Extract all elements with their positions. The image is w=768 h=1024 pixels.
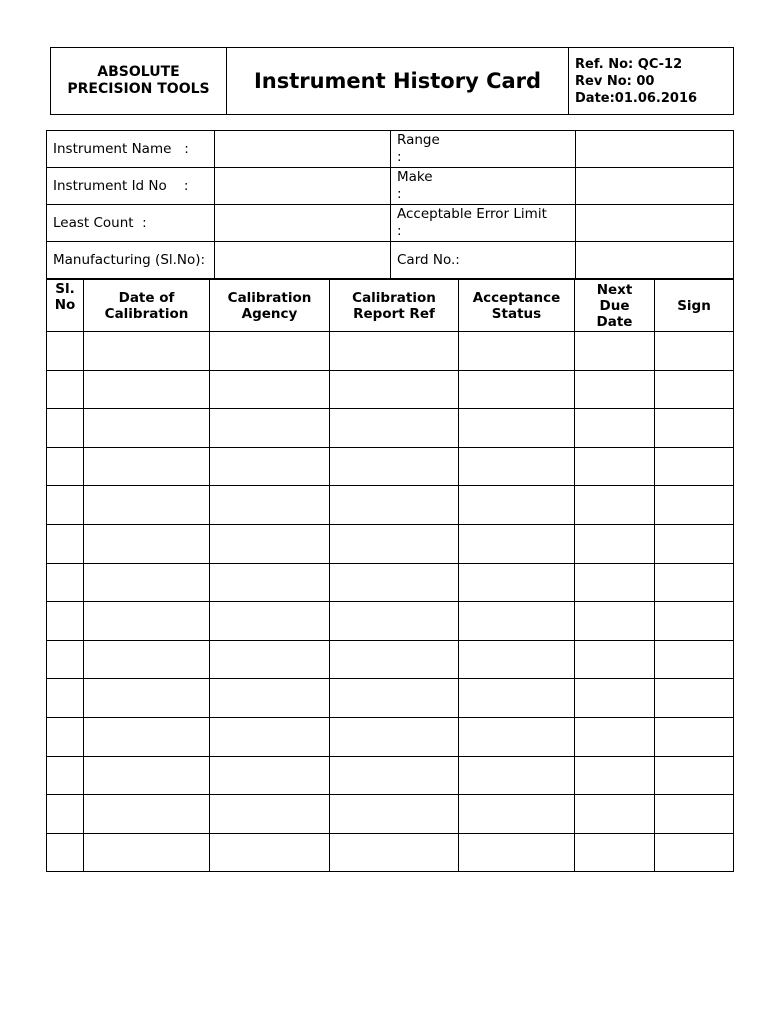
table-cell[interactable] <box>330 370 459 409</box>
table-cell[interactable] <box>459 486 575 525</box>
info-row <box>47 168 734 205</box>
card-no-label: Card No.: <box>391 242 576 279</box>
table-cell[interactable] <box>330 679 459 718</box>
ref-number: Ref. No: QC-12 <box>575 56 683 72</box>
card-no-field[interactable] <box>576 242 734 279</box>
table-cell[interactable] <box>47 795 84 834</box>
column-header-sl-no <box>47 280 84 332</box>
table-cell[interactable] <box>655 795 734 834</box>
column-header-calibration-agency <box>210 280 330 332</box>
table-cell[interactable] <box>330 409 459 448</box>
column-header-line: Calibration <box>104 305 189 322</box>
make-label <box>391 168 576 205</box>
table-cell[interactable] <box>84 409 210 448</box>
column-header-line: No <box>54 297 76 313</box>
log-table-body <box>47 332 734 872</box>
table-cell[interactable] <box>575 524 655 563</box>
make-field[interactable] <box>576 168 734 205</box>
calibration-log-table <box>46 279 734 872</box>
table-cell[interactable] <box>210 640 330 679</box>
table-cell[interactable] <box>330 332 459 371</box>
column-header-acceptance-status <box>459 280 575 332</box>
table-cell[interactable] <box>330 563 459 602</box>
table-row <box>47 524 734 563</box>
range-field[interactable] <box>576 131 734 168</box>
column-header-line: Due <box>599 297 630 314</box>
table-cell[interactable] <box>575 640 655 679</box>
table-cell[interactable] <box>655 524 734 563</box>
column-header-line: Sign <box>677 297 711 314</box>
column-header-calibration-report-ref <box>330 280 459 332</box>
table-cell[interactable] <box>575 602 655 641</box>
column-header-sign <box>655 280 734 332</box>
column-header-next-due-date <box>575 280 655 332</box>
least-count-label: Least Count : <box>47 205 215 242</box>
company-name-line1: ABSOLUTE <box>97 64 180 80</box>
table-cell[interactable] <box>84 602 210 641</box>
column-header-date-of-calibration <box>84 280 210 332</box>
table-row <box>47 563 734 602</box>
table-row <box>47 486 734 525</box>
table-cell[interactable] <box>655 717 734 756</box>
manufacturing-field[interactable] <box>215 242 391 279</box>
table-row <box>47 447 734 486</box>
table-cell[interactable] <box>47 409 84 448</box>
table-cell[interactable] <box>47 486 84 525</box>
issue-date: Date:01.06.2016 <box>575 90 698 106</box>
table-cell[interactable] <box>459 524 575 563</box>
table-cell[interactable] <box>84 524 210 563</box>
table-cell[interactable] <box>459 409 575 448</box>
table-cell[interactable] <box>575 756 655 795</box>
table-row <box>47 795 734 834</box>
table-cell[interactable] <box>575 833 655 872</box>
table-cell[interactable] <box>459 447 575 486</box>
table-cell[interactable] <box>84 486 210 525</box>
table-cell[interactable] <box>330 795 459 834</box>
table-cell[interactable] <box>459 602 575 641</box>
table-cell[interactable] <box>655 563 734 602</box>
table-cell[interactable] <box>84 833 210 872</box>
table-row <box>47 756 734 795</box>
table-cell[interactable] <box>459 332 575 371</box>
instrument-info-table <box>46 130 734 279</box>
table-cell[interactable] <box>459 717 575 756</box>
instrument-name-field[interactable] <box>215 131 391 168</box>
table-cell[interactable] <box>655 640 734 679</box>
table-cell[interactable] <box>459 370 575 409</box>
table-cell[interactable] <box>84 795 210 834</box>
table-cell[interactable] <box>47 524 84 563</box>
table-cell[interactable] <box>459 679 575 718</box>
table-cell[interactable] <box>459 640 575 679</box>
table-cell[interactable] <box>210 524 330 563</box>
table-cell[interactable] <box>330 524 459 563</box>
table-cell[interactable] <box>459 563 575 602</box>
table-cell[interactable] <box>459 833 575 872</box>
document-reference <box>569 48 734 115</box>
table-cell[interactable] <box>655 756 734 795</box>
table-cell[interactable] <box>655 486 734 525</box>
table-cell[interactable] <box>210 332 330 371</box>
table-cell[interactable] <box>575 486 655 525</box>
column-header-line: Agency <box>241 305 298 322</box>
table-cell[interactable] <box>210 756 330 795</box>
column-header-line: Date <box>596 313 633 330</box>
table-cell[interactable] <box>47 717 84 756</box>
instrument-id-label: Instrument Id No : <box>47 168 215 205</box>
error-limit-label-colon: : <box>397 223 402 239</box>
table-cell[interactable] <box>330 833 459 872</box>
log-header-row <box>47 280 734 332</box>
table-cell[interactable] <box>330 717 459 756</box>
company-name <box>51 48 227 115</box>
column-header-line: Sl. <box>55 281 75 297</box>
table-row <box>47 370 734 409</box>
error-limit-label <box>391 205 576 242</box>
column-header-line: Report Ref <box>353 305 435 322</box>
table-cell[interactable] <box>84 717 210 756</box>
table-cell[interactable] <box>47 332 84 371</box>
table-cell[interactable] <box>47 447 84 486</box>
table-cell[interactable] <box>84 370 210 409</box>
table-cell[interactable] <box>575 409 655 448</box>
range-label-colon: : <box>397 149 402 165</box>
table-row <box>47 717 734 756</box>
info-row <box>47 131 734 168</box>
table-cell[interactable] <box>575 679 655 718</box>
table-cell[interactable] <box>575 717 655 756</box>
table-cell[interactable] <box>47 756 84 795</box>
manufacturing-label: Manufacturing (Sl.No): <box>47 242 215 279</box>
table-cell[interactable] <box>84 332 210 371</box>
table-row <box>47 640 734 679</box>
table-cell[interactable] <box>210 486 330 525</box>
table-cell[interactable] <box>655 332 734 371</box>
table-cell[interactable] <box>47 679 84 718</box>
table-cell[interactable] <box>210 833 330 872</box>
make-label-text: Make <box>397 169 433 185</box>
table-cell[interactable] <box>210 370 330 409</box>
info-row <box>47 205 734 242</box>
error-limit-label-text: Acceptable Error Limit <box>397 206 547 222</box>
table-cell[interactable] <box>655 679 734 718</box>
document-title: Instrument History Card <box>227 48 569 115</box>
table-cell[interactable] <box>210 602 330 641</box>
least-count-field[interactable] <box>215 205 391 242</box>
table-cell[interactable] <box>210 679 330 718</box>
table-cell[interactable] <box>210 795 330 834</box>
table-cell[interactable] <box>84 640 210 679</box>
table-cell[interactable] <box>655 370 734 409</box>
instrument-name-label: Instrument Name : <box>47 131 215 168</box>
table-cell[interactable] <box>655 833 734 872</box>
error-limit-field[interactable] <box>576 205 734 242</box>
table-row <box>47 409 734 448</box>
table-cell[interactable] <box>575 370 655 409</box>
range-label <box>391 131 576 168</box>
table-row <box>47 332 734 371</box>
table-cell[interactable] <box>575 563 655 602</box>
table-cell[interactable] <box>575 332 655 371</box>
table-cell[interactable] <box>330 447 459 486</box>
table-cell[interactable] <box>210 447 330 486</box>
table-cell[interactable] <box>655 602 734 641</box>
table-cell[interactable] <box>84 447 210 486</box>
table-cell[interactable] <box>210 563 330 602</box>
table-cell[interactable] <box>47 833 84 872</box>
table-cell[interactable] <box>47 370 84 409</box>
header-table <box>50 47 734 115</box>
table-cell[interactable] <box>575 447 655 486</box>
table-cell[interactable] <box>84 679 210 718</box>
table-cell[interactable] <box>47 602 84 641</box>
table-row <box>47 833 734 872</box>
table-cell[interactable] <box>210 717 330 756</box>
table-cell[interactable] <box>330 640 459 679</box>
company-name-line2: PRECISION TOOLS <box>67 81 210 97</box>
table-cell[interactable] <box>459 756 575 795</box>
rev-number: Rev No: 00 <box>575 73 655 89</box>
column-header-line: Calibration <box>352 289 436 306</box>
table-row <box>47 602 734 641</box>
table-cell[interactable] <box>330 602 459 641</box>
table-row <box>47 679 734 718</box>
table-cell[interactable] <box>47 640 84 679</box>
table-cell[interactable] <box>655 447 734 486</box>
column-header-line: Acceptance <box>472 289 561 306</box>
table-cell[interactable] <box>210 409 330 448</box>
table-cell[interactable] <box>575 795 655 834</box>
column-header-line: Status <box>491 305 542 322</box>
table-cell[interactable] <box>330 486 459 525</box>
table-cell[interactable] <box>84 756 210 795</box>
table-cell[interactable] <box>330 756 459 795</box>
table-cell[interactable] <box>84 563 210 602</box>
column-header-line: Calibration <box>227 289 312 306</box>
column-header-line: Date of <box>118 289 175 306</box>
table-cell[interactable] <box>459 795 575 834</box>
make-label-colon: : <box>397 186 402 202</box>
table-cell[interactable] <box>47 563 84 602</box>
info-row <box>47 242 734 279</box>
table-cell[interactable] <box>655 409 734 448</box>
range-label-text: Range <box>397 132 440 148</box>
instrument-id-field[interactable] <box>215 168 391 205</box>
column-header-line: Next <box>596 281 633 298</box>
